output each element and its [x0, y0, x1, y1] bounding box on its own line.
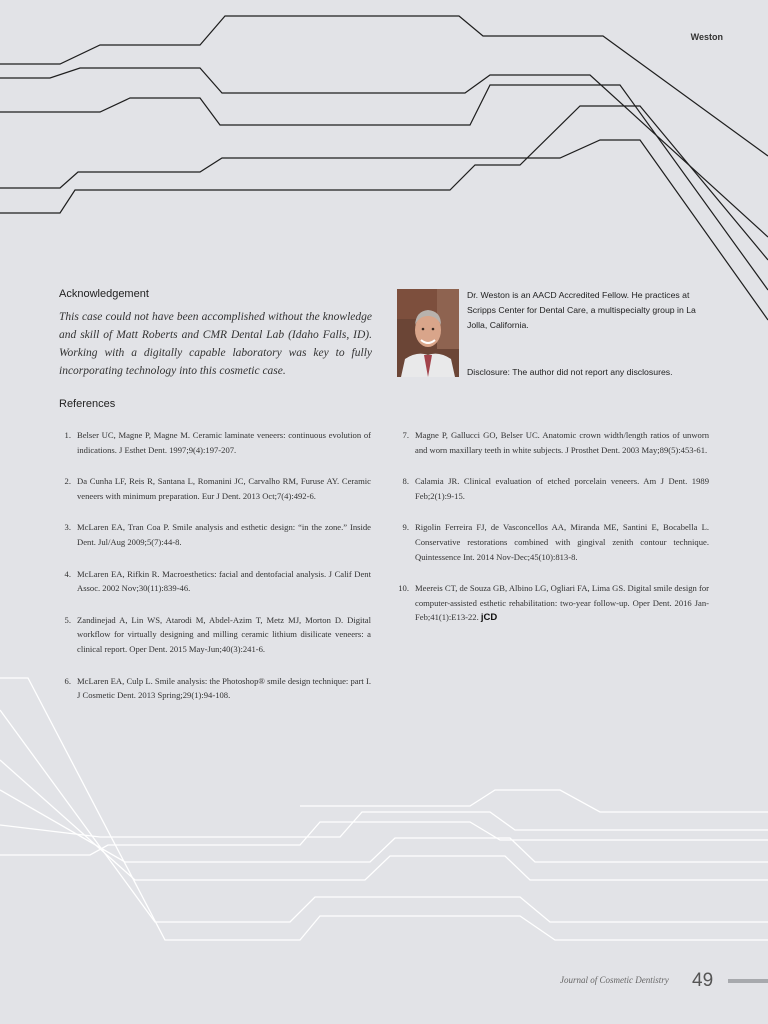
reference-item: 8. Calamia JR. Clinical evaluation of etched porcelain veneers. Am J Dent. 1989 Feb;2(1):9-15. [402, 476, 709, 501]
references-list-left [59, 428, 371, 703]
footer-page-number: 49 [692, 970, 714, 991]
top-line-2 [0, 68, 768, 237]
author-photo [397, 289, 459, 377]
running-header-author: Weston [690, 32, 723, 42]
reference-item: 3. McLaren EA, Tran Coa P. Smile analysis and esthetic design: “in the zone.” Inside Dent. Jul/Aug 2009;5(7):44-8. [64, 522, 371, 547]
bottom-line-7 [300, 790, 768, 812]
author-disclosure: Disclosure: The author did not report any disclosures. [467, 367, 673, 377]
acknowledgement-heading: Acknowledgement [59, 288, 149, 300]
references-heading: References [59, 398, 116, 410]
bottom-line-6 [0, 822, 768, 855]
acknowledgement-text: This case could not have been accomplished without the knowledge and skill of Matt Roberts and CMR Dental Lab (Idaho Falls, ID). Working with a digitally capable laboratory was key to fully incorporating technology into this cosmetic case. [59, 311, 372, 377]
references-list-right [397, 428, 709, 626]
reference-item: 6. McLaren EA, Culp L. Smile analysis: the Photoshop® smile design technique: part I. J Cosmetic Dent. 2013 Spring;29(1):94-108. [64, 675, 371, 701]
bottom-circuit-lines [0, 678, 768, 940]
reference-item: 7. Magne P, Gallucci GO, Belser UC. Anatomic crown width/length ratios of unworn and worn maxillary teeth in white subjects. J Prosthet Dent. 2003 May;89(5):453-61. [402, 430, 709, 455]
bottom-line-4 [0, 790, 768, 862]
top-line-3 [0, 85, 768, 290]
jcd-end-mark: jCD [480, 612, 498, 624]
reference-item: 1. Belser UC, Magne P, Magne M. Ceramic laminate veneers: continuous evolution of indications. J Esthet Dent. 1997;9(4):197-207. [64, 430, 371, 455]
top-line-1 [0, 16, 768, 156]
bottom-line-5 [0, 812, 768, 837]
reference-item: 10. Meereis CT, de Souza GB, Albino LG, Ogliari FA, Lima GS. Digital smile design for computer-assisted esthetic rehabilitation: two-year follow-up. Oper Dent. 2016 Jan-Feb;41(1):E13-22. jCD [398, 583, 709, 624]
reference-item: 9. Rigolin Ferreira FJ, de Vasconcellos AA, Miranda ME, Santini E, Bocabella L. Conservative restorations combined with gingival zenith contour technique. Quintessence Int. 2014 Nov-Dec;45(10):813-8. [402, 522, 709, 562]
footer-journal-name: Journal of Cosmetic Dentistry [560, 975, 669, 985]
reference-item: 4. McLaren EA, Rifkin R. Macroesthetics: facial and dentofacial analysis. J Calif Dent Assoc. 2002 Nov;30(11):839-46. [64, 568, 371, 594]
footer-accent-bar [728, 979, 768, 983]
bottom-line-2 [0, 710, 768, 922]
top-line-5 [0, 106, 768, 260]
reference-item: 2. Da Cunha LF, Reis R, Santana L, Romanini JC, Carvalho RM, Furuse AY. Ceramic veneers with minimum preparation. Eur J Dent. 2013 Oct;7(4):492-6. [64, 476, 371, 501]
author-portrait-icon [397, 289, 459, 377]
bottom-line-1 [0, 678, 768, 940]
author-bio: Dr. Weston is an AACD Accredited Fellow. He practices at Scripps Center for Dental Care, a multispecialty group in La Jolla, California. [467, 290, 696, 330]
top-circuit-lines [0, 16, 768, 320]
reference-item: 5. Zandinejad A, Lin WS, Atarodi M, Abdel-Azim T, Metz MJ, Morton D. Digital workflow for virtually designing and milling ceramic lithium disilicate veneers: a clinical report. Oper Dent. 2015 May-Jun;40(3):241-6. [64, 614, 371, 654]
